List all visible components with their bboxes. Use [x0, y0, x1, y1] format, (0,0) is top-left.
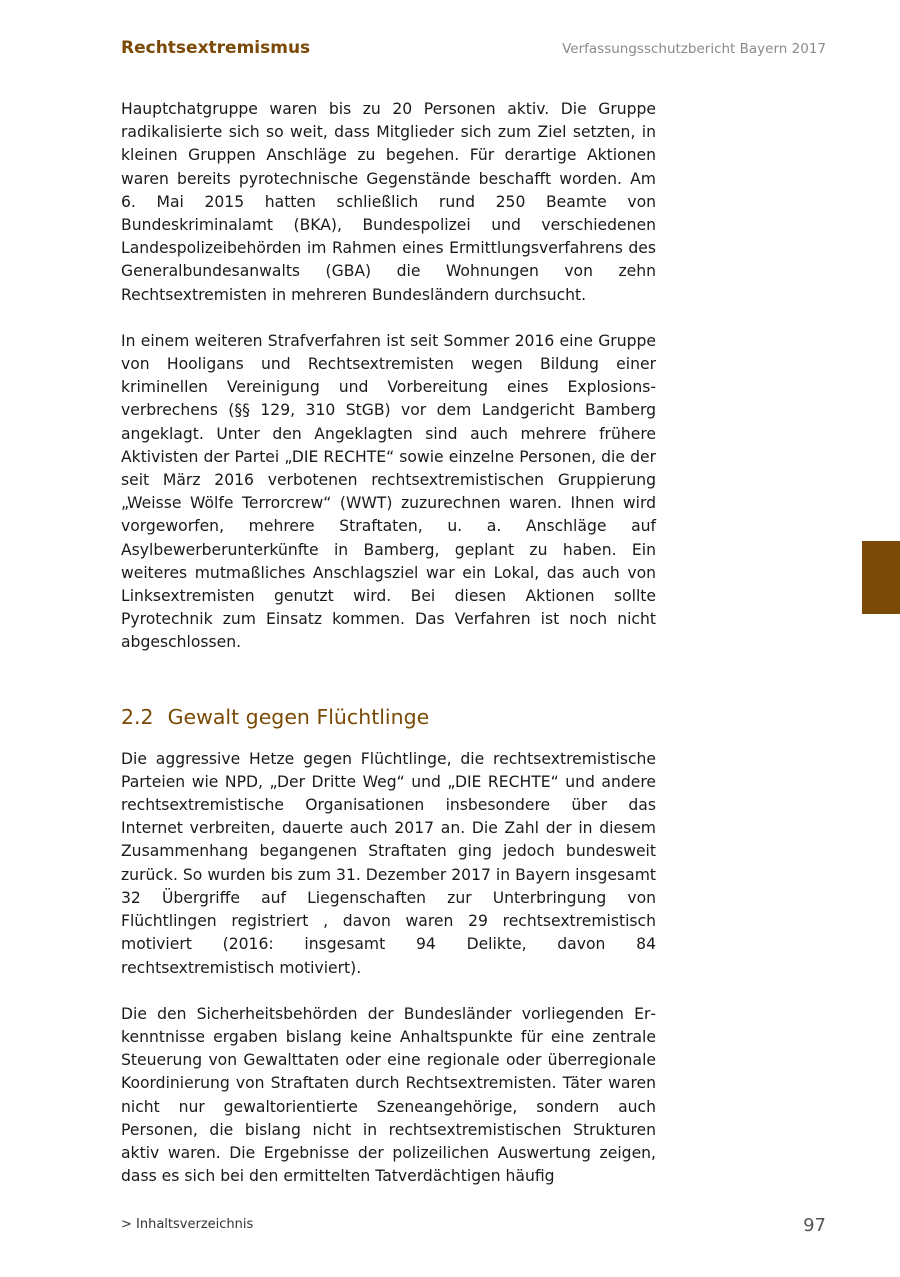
running-header-publication: Verfassungsschutzbericht Bayern 2017	[562, 41, 826, 57]
section-heading	[121, 703, 656, 731]
paragraph-3: Die aggressive Hetze gegen Flüchtlinge, die rechtsextremistische Parteien wie NPD, „Der Dritte Weg“ und „DIE RECHTE“ und andere rechtsextremistische Organisationen insbesondere über das Internet verbreiten, dauerte auch 2017 an. Die Zahl der in diesem Zusammenhang begangenen Straftaten ging jedoch bundesweit zurück. So wurden bis zum 31. Dezember 2017 in Bayern insgesamt 32 Übergriffe auf Liegenschaften zur Unterbringung von Flüchtlingen registriert , davon waren 29 rechtsextremistisch motiviert (2016: insgesamt 94 Delikte, davon 84 rechtsextremistisch motiviert).	[121, 749, 656, 977]
section-number: 2.2	[121, 704, 154, 729]
paragraph-4: Die den Sicherheitsbehörden der Bundesländer vorliegenden Erkenntnisse ergaben bislang keine Anhaltspunkte für eine zentrale Steuerung von Gewalttaten oder eine regionale oder überregionale Koordinierung von Straftaten durch Rechtsextremisten. Täter waren nicht nur gewaltorientierte Szeneangehörige, sondern auch Personen, die bislang nicht in rechtsextremistischen Strukturen aktiv waren. Die Ergebnisse der polizeilichen Auswertung zeigen, dass es sich bei den ermittelten Tatverdächtigen häufig	[121, 1004, 656, 1186]
paragraph-2: In einem weiteren Strafverfahren ist seit Sommer 2016 eine Gruppe von Hooligans und Rechtsextremisten wegen Bildung einer kriminellen Vereinigung und Vorbereitung eines Explosionsverbrechens (§§ 129, 310 StGB) vor dem Landgericht Bamberg angeklagt. Unter den Angeklagten sind auch mehrere frühere Aktivisten der Partei „DIE RECHTE“ sowie einzelne Personen, die der seit März 2016 verbotenen rechtsextremistischen Gruppierung „Weisse Wölfe Terrorcrew“ (WWT) zuzurechnen waren. Ihnen wird vorgeworfen, mehrere Straftaten, u. a. Anschläge auf Asylbewerberunterkünfte in Bamberg, geplant zu haben. Ein weiteres mutmaßliches Anschlagsziel war ein Lokal, das auch von Linksextremisten genutzt wird. Bei diesen Aktionen sollte Pyrotechnik zum Einsatz kommen. Das Verfahren ist noch nicht abgeschlossen.	[121, 331, 656, 652]
page-body	[121, 98, 656, 1188]
running-header-section: Rechtsextremismus	[121, 38, 311, 58]
page-number: 97	[803, 1215, 826, 1236]
paragraph-1: Hauptchatgruppe waren bis zu 20 Personen aktiv. Die Gruppe radikalisierte sich so weit, dass Mitglieder sich zum Ziel setzten, in kleinen Gruppen Anschläge zu begehen. Für derartige Aktionen waren bereits pyrotechnische Gegenstände beschafft worden. Am 6. Mai 2015 hatten schließlich rund 250 Beamte von Bundeskriminalamt (BKA), Bundespolizei und verschiedenen Landespolizeibehörden im Rahmen eines Ermittlungsverfahrens des Generalbundesanwalts (GBA) die Wohnungen von zehn Rechtsextremisten in mehreren Bundesländern durchsucht.	[121, 100, 656, 304]
section-title: Gewalt gegen Flüchtlinge	[167, 704, 430, 729]
table-of-contents-link[interactable]: > Inhaltsverzeichnis	[121, 1217, 254, 1232]
chapter-tab-marker	[862, 541, 900, 614]
